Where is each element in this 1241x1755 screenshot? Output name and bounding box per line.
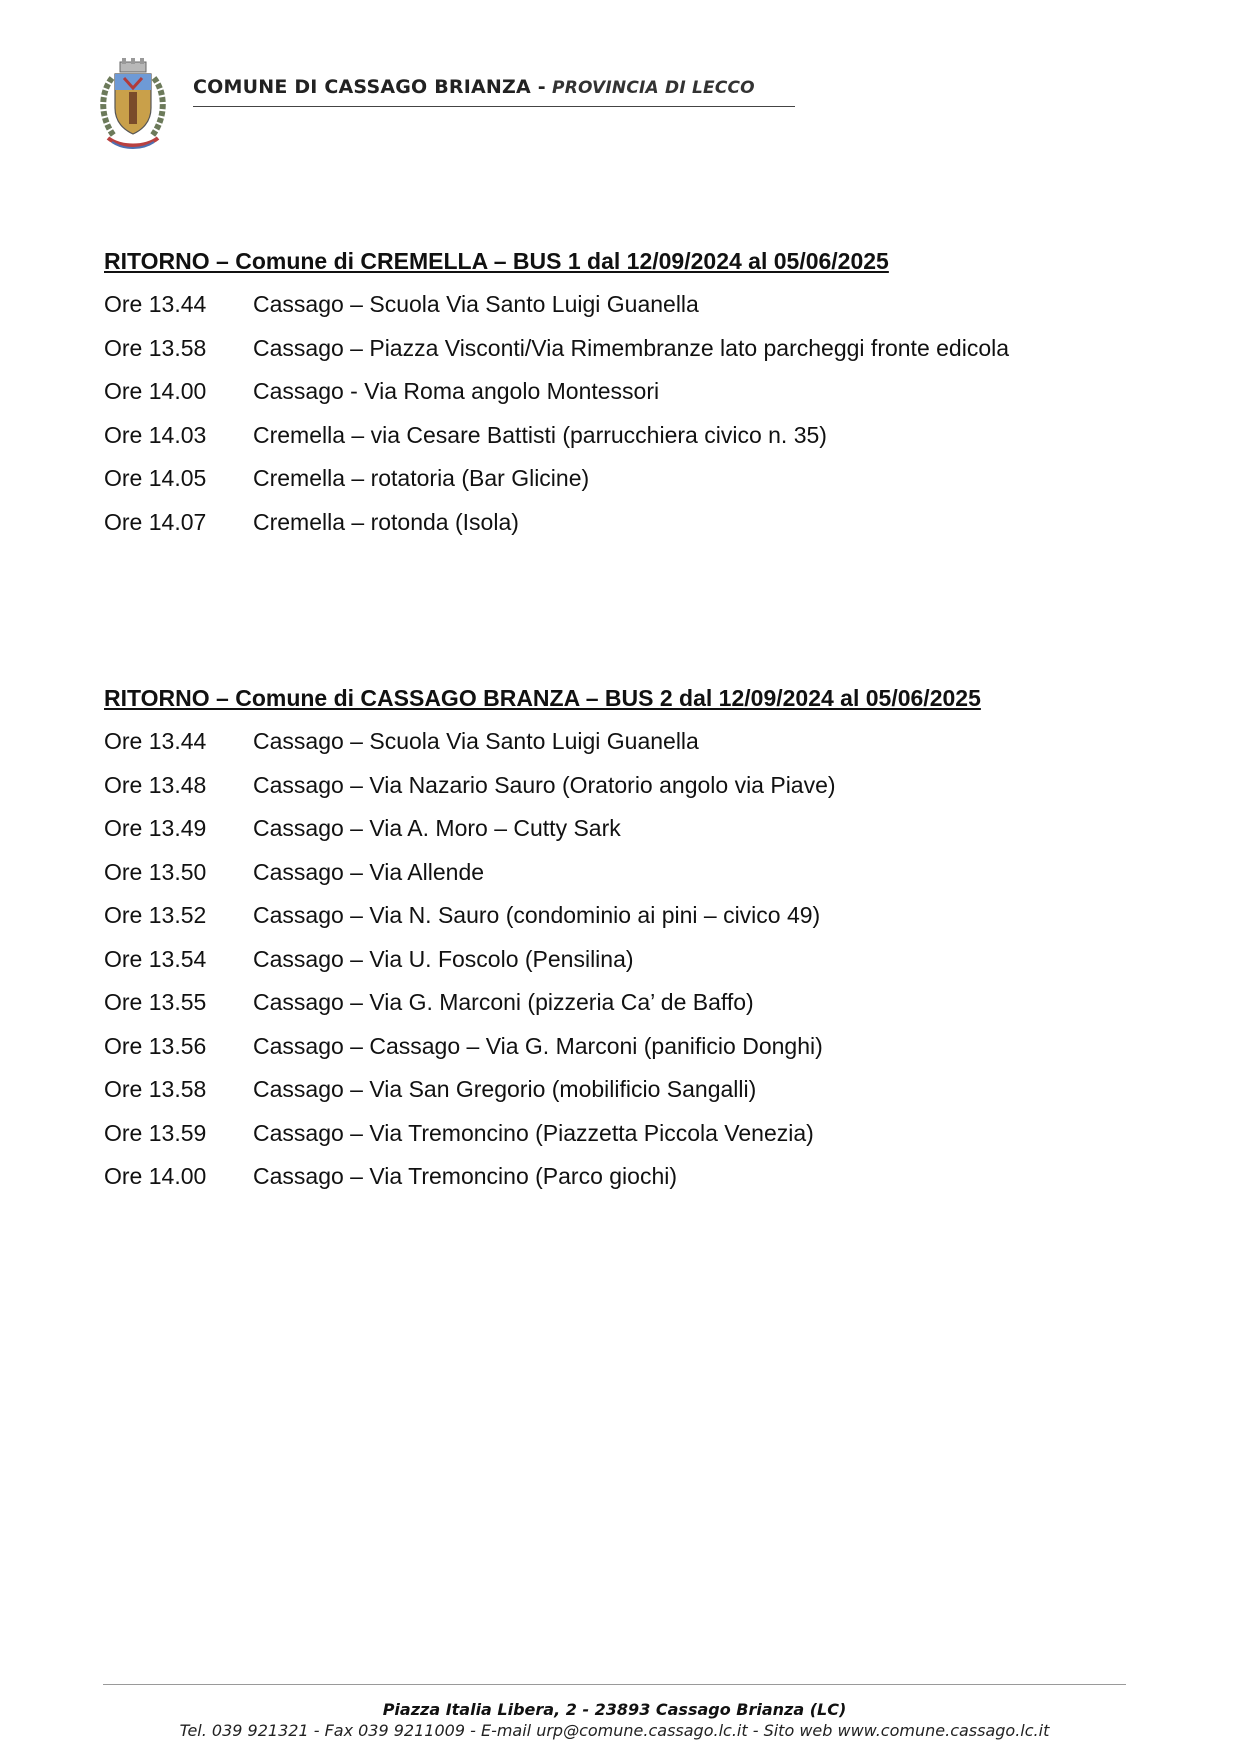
municipal-crest-icon bbox=[98, 58, 168, 150]
province-name: PROVINCIA DI LECCO bbox=[552, 78, 755, 98]
timetable-bus-1 bbox=[104, 246, 1009, 544]
stop-place: Cassago – Scuola Via Santo Luigi Guanella bbox=[253, 728, 699, 755]
stop-row bbox=[104, 1068, 981, 1112]
stop-row bbox=[104, 720, 981, 764]
stop-place: Cassago – Via Tremoncino (Parco giochi) bbox=[253, 1163, 678, 1190]
section-title: RITORNO – Comune di CASSAGO BRANZA – BUS 2 dal 12/09/2024 al 05/06/2025 bbox=[104, 685, 981, 711]
stop-row bbox=[104, 457, 1009, 501]
stop-place: Cremella – rotatoria (Bar Glicine) bbox=[253, 465, 590, 492]
stop-place: Cremella – via Cesare Battisti (parrucchiera civico n. 35) bbox=[253, 421, 827, 448]
timetable-bus-2 bbox=[104, 683, 981, 1199]
stop-place: Cassago – Via A. Moro – Cutty Sark bbox=[253, 815, 621, 842]
stop-time: Ore 13.54 bbox=[104, 945, 207, 972]
town-name: COMUNE DI CASSAGO BRIANZA - bbox=[193, 76, 546, 98]
stop-place: Cassago – Cassago – Via G. Marconi (panificio Donghi) bbox=[253, 1032, 823, 1059]
stop-row bbox=[104, 414, 1009, 458]
stop-time: Ore 13.48 bbox=[104, 771, 207, 798]
stop-row bbox=[104, 981, 981, 1025]
stop-place: Cassago – Scuola Via Santo Luigi Guanella bbox=[253, 291, 699, 318]
stop-place: Cassago – Via Allende bbox=[253, 858, 485, 885]
stop-place: Cassago – Via U. Foscolo (Pensilina) bbox=[253, 945, 634, 972]
stop-row bbox=[104, 851, 981, 895]
stop-time: Ore 13.56 bbox=[104, 1032, 207, 1059]
stop-row bbox=[104, 807, 981, 851]
stop-time: Ore 14.00 bbox=[104, 1163, 207, 1190]
footer-address: Piazza Italia Libera, 2 - 23893 Cassago Brianza (LC) bbox=[382, 1700, 847, 1719]
stop-place: Cassago – Via San Gregorio (mobilificio Sangalli) bbox=[253, 1076, 757, 1103]
stop-time: Ore 13.58 bbox=[104, 334, 207, 361]
letterhead bbox=[98, 58, 798, 150]
section-title: RITORNO – Comune di CREMELLA – BUS 1 dal 12/09/2024 al 05/06/2025 bbox=[104, 248, 889, 274]
stop-row bbox=[104, 938, 981, 982]
stop-place: Cassago – Piazza Visconti/Via Rimembranze lato parcheggi fronte edicola bbox=[253, 334, 1010, 361]
page-footer bbox=[103, 1684, 1126, 1741]
stop-time: Ore 14.03 bbox=[104, 421, 207, 448]
stop-place: Cassago – Via Tremoncino (Piazzetta Piccola Venezia) bbox=[253, 1119, 814, 1146]
stop-time: Ore 13.55 bbox=[104, 989, 207, 1016]
stop-row bbox=[104, 327, 1009, 371]
stop-row bbox=[104, 501, 1009, 545]
stop-row bbox=[104, 1025, 981, 1069]
footer-contacts: Tel. 039 921321 - Fax 039 9211009 - E-mail urp@comune.cassago.lc.it - Sito web www.comune.cassago.lc.it bbox=[179, 1721, 1050, 1740]
stop-time: Ore 14.05 bbox=[104, 465, 207, 492]
stop-row bbox=[104, 764, 981, 808]
stop-row bbox=[104, 370, 1009, 414]
stop-time: Ore 13.50 bbox=[104, 858, 207, 885]
stop-row bbox=[104, 283, 1009, 327]
stop-row bbox=[104, 1112, 981, 1156]
stop-time: Ore 14.00 bbox=[104, 378, 207, 405]
letterhead-title bbox=[193, 76, 795, 107]
stop-row bbox=[104, 894, 981, 938]
stop-time: Ore 13.59 bbox=[104, 1119, 207, 1146]
stop-place: Cassago – Via G. Marconi (pizzeria Ca’ de Baffo) bbox=[253, 989, 754, 1016]
stop-time: Ore 14.07 bbox=[104, 508, 207, 535]
stop-place: Cassago – Via N. Sauro (condominio ai pini – civico 49) bbox=[253, 902, 821, 929]
stop-place: Cassago - Via Roma angolo Montessori bbox=[253, 378, 660, 405]
stop-time: Ore 13.58 bbox=[104, 1076, 207, 1103]
stop-time: Ore 13.44 bbox=[104, 291, 207, 318]
stop-time: Ore 13.44 bbox=[104, 728, 207, 755]
stop-time: Ore 13.52 bbox=[104, 902, 207, 929]
stop-row bbox=[104, 1155, 981, 1199]
stop-time: Ore 13.49 bbox=[104, 815, 207, 842]
stop-place: Cassago – Via Nazario Sauro (Oratorio angolo via Piave) bbox=[253, 771, 836, 798]
stop-place: Cremella – rotonda (Isola) bbox=[253, 508, 519, 535]
